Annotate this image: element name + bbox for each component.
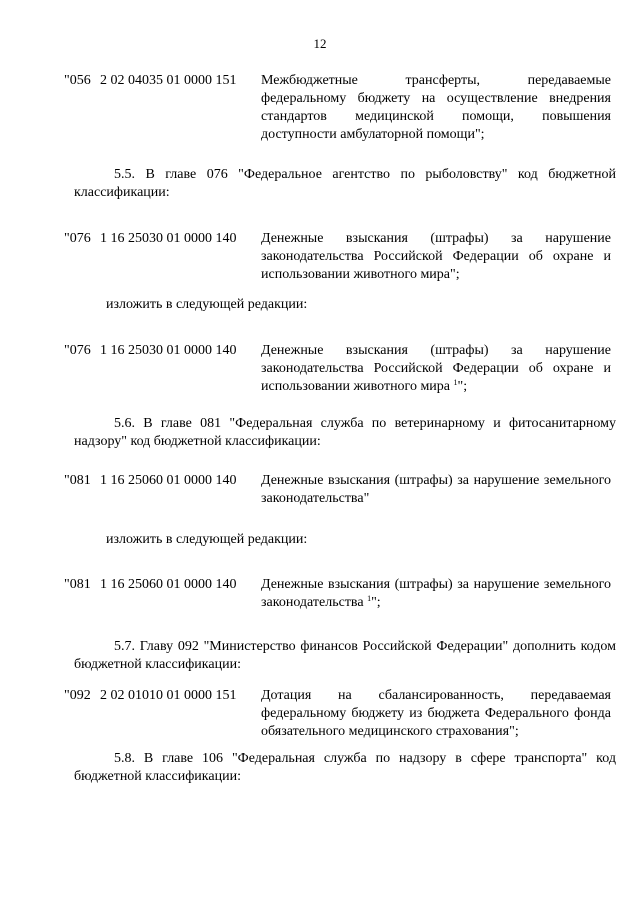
- classification-code: 2 02 04035 01 0000 151: [100, 73, 237, 88]
- chapter-code: "092: [64, 688, 91, 703]
- classification-code: 1 16 25060 01 0000 140: [100, 577, 237, 592]
- replace-instruction: изложить в следующей редакции:: [106, 297, 308, 312]
- paragraph-5-7: 5.7. Главу 092 "Министерство финансов Российской Федерации" дополнить кодом бюджетной классификации:: [74, 639, 616, 672]
- code-description: Дотация на сбалансированность, передаваемая федеральному бюджету из бюджета Федерального фонда обязательного медицинского страхования";: [261, 688, 611, 739]
- classification-code: 1 16 25060 01 0000 140: [100, 473, 237, 488]
- budget-code: [64, 342, 237, 360]
- description-tail: ";: [457, 379, 468, 394]
- code-description: [261, 342, 611, 396]
- page-number: 12: [313, 36, 327, 51]
- paragraph-5-8: 5.8. В главе 106 "Федеральная служба по надзору в сфере транспорта" код бюджетной классификации:: [74, 751, 616, 784]
- budget-code: [64, 687, 237, 705]
- code-description: Межбюджетные трансферты, передаваемые федеральному бюджету на осуществление внедрения стандартов медицинской помощи, повышения доступности амбулаторной помощи";: [261, 73, 611, 142]
- classification-code: 2 02 01010 01 0000 151: [100, 688, 237, 703]
- paragraph-5-6: 5.6. В главе 081 "Федеральная служба по ветеринарному и фитосанитарному надзору" код бюджетной классификации:: [74, 416, 616, 449]
- footnote-mark: 1: [367, 594, 372, 603]
- description-text: Денежные взыскания (штрафы) за нарушение земельного законодательства: [261, 577, 611, 610]
- classification-code: 1 16 25030 01 0000 140: [100, 231, 237, 246]
- chapter-code: "076: [64, 231, 91, 246]
- budget-code-entry: [64, 342, 612, 422]
- budget-code-entry: [64, 72, 612, 152]
- replace-instruction: изложить в следующей редакции:: [106, 532, 308, 547]
- classification-code: 1 16 25030 01 0000 140: [100, 343, 237, 358]
- chapter-code: "081: [64, 577, 91, 592]
- chapter-code: "081: [64, 473, 91, 488]
- code-description: [261, 576, 611, 612]
- chapter-code: "056: [64, 73, 91, 88]
- paragraph-5-5: 5.5. В главе 076 "Федеральное агентство по рыболовству" код бюджетной классификации:: [74, 167, 616, 200]
- description-text: Денежные взыскания (штрафы) за нарушение законодательства Российской Федерации об охране и использовании животного мира: [261, 343, 611, 394]
- budget-code: [64, 576, 237, 594]
- code-description: Денежные взыскания (штрафы) за нарушение законодательства Российской Федерации об охране и использовании животного мира";: [261, 231, 611, 282]
- code-description: Денежные взыскания (штрафы) за нарушение земельного законодательства": [261, 473, 611, 506]
- budget-code: [64, 230, 237, 248]
- budget-code: [64, 472, 237, 490]
- chapter-code: "076: [64, 343, 91, 358]
- budget-code: [64, 72, 237, 90]
- footnote-mark: 1: [453, 378, 458, 387]
- description-tail: ";: [371, 595, 381, 610]
